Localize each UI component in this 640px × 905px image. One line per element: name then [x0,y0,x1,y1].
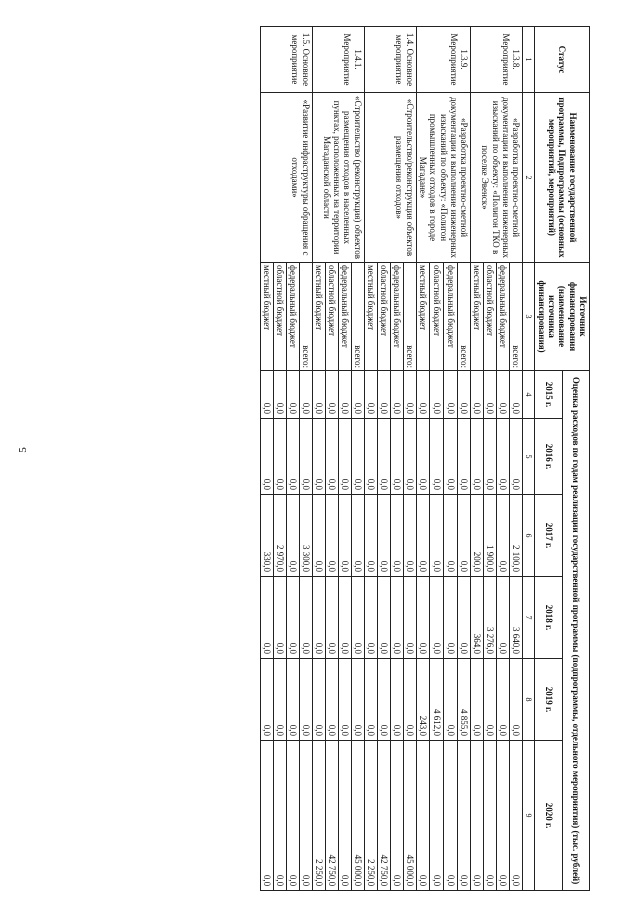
status-cell [260,27,312,93]
amount-cell: 0,0 [299,371,312,419]
table-row [299,27,312,891]
amount-cell: 0,0 [260,419,273,495]
header-status: Статус [535,27,590,93]
funding-source: областной бюджет [430,263,444,371]
amount-cell: 0,0 [403,659,416,741]
amount-cell: 0,0 [273,419,286,495]
amount-cell: 0,0 [471,371,484,419]
amount-cell: 0,0 [312,577,325,659]
amount-cell: 3 276,0 [484,577,497,659]
header-estimate: Оценка расходов по годам реализации государственной программы (подпрограммы, отдельного мероприятия) (тыс. рублей) [562,371,589,891]
amount-cell: 0,0 [299,419,312,495]
column-numbers-row [523,27,535,891]
amount-cell: 0,0 [286,371,299,419]
amount-cell: 0,0 [497,419,510,495]
table-row [457,27,471,891]
header-source: Источник финансирования (наименование источника финансирования) [535,263,590,371]
amount-cell: 0,0 [377,659,390,741]
amount-cell: 0,0 [457,495,471,577]
amount-cell: 0,0 [338,577,351,659]
header-year: 2018 г. [535,577,562,659]
funding-source: областной бюджет [325,263,338,371]
amount-cell: 0,0 [457,419,471,495]
amount-cell: 0,0 [403,577,416,659]
amount-cell: 0,0 [364,419,377,495]
column-number: 7 [523,577,535,659]
column-number: 8 [523,659,535,741]
amount-cell: 0,0 [457,371,471,419]
status-label: Мероприятие [342,33,353,86]
amount-cell: 0,0 [497,741,510,891]
amount-cell: 0,0 [260,577,273,659]
status-label: 1.5. Основное мероприятие [290,32,311,87]
amount-cell: 0,0 [325,371,338,419]
amount-cell: 45 000,0 [351,741,364,891]
amount-cell: 45 000,0 [403,741,416,891]
status-label: Мероприятие [448,33,459,86]
amount-cell: 0,0 [273,577,286,659]
funding-source: федеральный бюджет [390,263,403,371]
measure-name: «Строительство (реконструкция) объектов размещения отходов в населенных пунктах, расположенных на территории Магаданской области [312,93,364,263]
amount-cell: 0,0 [497,495,510,577]
amount-cell: 0,0 [338,419,351,495]
amount-cell: 0,0 [351,577,364,659]
column-number: 6 [523,495,535,577]
amount-cell: 0,0 [260,741,273,891]
status-label: 1.4. Основное мероприятие [394,32,415,87]
amount-cell: 0,0 [484,419,497,495]
amount-cell: 0,0 [403,371,416,419]
amount-cell: 0,0 [457,741,471,891]
amount-cell: 0,0 [286,659,299,741]
amount-cell: 0,0 [390,577,403,659]
amount-cell: 0,0 [416,741,430,891]
status-cell [312,27,364,93]
amount-cell: 0,0 [390,371,403,419]
header-year: 2017 г. [535,495,562,577]
funding-source: областной бюджет [273,263,286,371]
amount-cell: 0,0 [338,741,351,891]
amount-cell: 0,0 [497,371,510,419]
amount-cell: 2 250,0 [312,741,325,891]
amount-cell: 364,0 [471,577,484,659]
funding-source: всего: [351,263,364,371]
status-cell [416,27,471,93]
table-row [403,27,416,891]
amount-cell: 0,0 [364,577,377,659]
amount-cell: 0,0 [377,577,390,659]
amount-cell: 0,0 [390,419,403,495]
amount-cell: 0,0 [390,495,403,577]
funding-source: местный бюджет [416,263,430,371]
amount-cell: 0,0 [403,495,416,577]
amount-cell: 2 970,0 [273,495,286,577]
amount-cell: 0,0 [312,659,325,741]
amount-cell: 4 612,0 [430,659,444,741]
amount-cell: 243,0 [416,659,430,741]
amount-cell: 0,0 [416,419,430,495]
status-label: Мероприятие [500,33,511,86]
column-number: 3 [523,263,535,371]
status-cell [364,27,416,93]
amount-cell: 0,0 [312,371,325,419]
amount-cell: 0,0 [377,419,390,495]
status-number: 1.3.8. [511,49,522,70]
amount-cell: 0,0 [443,577,457,659]
amount-cell: 0,0 [338,371,351,419]
amount-cell: 0,0 [377,495,390,577]
amount-cell: 0,0 [484,659,497,741]
amount-cell: 0,0 [510,419,523,495]
measure-name: «Строительство/реконструкция объектов размещения отходов» [364,93,416,263]
header-year: 2015 г. [535,371,562,419]
amount-cell: 0,0 [430,495,444,577]
amount-cell: 0,0 [286,577,299,659]
funding-source: местный бюджет [312,263,325,371]
funding-source: областной бюджет [377,263,390,371]
funding-source: федеральный бюджет [338,263,351,371]
amount-cell: 0,0 [443,495,457,577]
column-number: 2 [523,93,535,263]
table-body [260,27,523,891]
amount-cell: 0,0 [273,659,286,741]
table-row [510,27,523,891]
status-number: 1.3.9. [459,49,470,70]
amount-cell: 0,0 [325,577,338,659]
amount-cell: 0,0 [364,495,377,577]
amount-cell: 0,0 [497,659,510,741]
amount-cell: 0,0 [390,741,403,891]
amount-cell: 0,0 [351,659,364,741]
amount-cell: 0,0 [443,371,457,419]
column-number: 1 [523,27,535,93]
amount-cell: 0,0 [457,577,471,659]
amount-cell: 0,0 [510,659,523,741]
funding-source: федеральный бюджет [497,263,510,371]
amount-cell: 0,0 [260,659,273,741]
amount-cell: 2 250,0 [364,741,377,891]
amount-cell: 0,0 [497,577,510,659]
amount-cell: 0,0 [510,371,523,419]
status-number: 1.4.1. [352,49,363,70]
amount-cell: 0,0 [351,419,364,495]
rotated-table-wrapper [58,26,590,890]
amount-cell: 3 300,0 [299,495,312,577]
amount-cell: 0,0 [325,659,338,741]
column-number: 4 [523,371,535,419]
amount-cell: 0,0 [443,659,457,741]
amount-cell: 0,0 [364,371,377,419]
amount-cell: 0,0 [312,495,325,577]
funding-source: федеральный бюджет [286,263,299,371]
amount-cell: 0,0 [471,741,484,891]
amount-cell: 0,0 [484,741,497,891]
funding-source: всего: [510,263,523,371]
amount-cell: 0,0 [471,419,484,495]
funding-source: всего: [299,263,312,371]
header-row-1 [562,27,589,891]
funding-source: областной бюджет [484,263,497,371]
funding-source: всего: [457,263,471,371]
header-year: 2020 г. [535,741,562,891]
amount-cell: 0,0 [273,371,286,419]
amount-cell: 200,0 [471,495,484,577]
funding-source: местный бюджет [471,263,484,371]
amount-cell: 0,0 [338,659,351,741]
amount-cell: 0,0 [312,419,325,495]
amount-cell: 0,0 [416,495,430,577]
amount-cell: 0,0 [351,371,364,419]
amount-cell: 0,0 [260,371,273,419]
amount-cell: 0,0 [430,371,444,419]
header-name: Наименование государственной программы, Подпрограммы (основных мероприятий, мероприятий) [535,93,590,263]
amount-cell: 0,0 [286,419,299,495]
amount-cell: 1 900,0 [484,495,497,577]
status-cell [471,27,523,93]
amount-cell: 0,0 [430,741,444,891]
header-year: 2019 г. [535,659,562,741]
amount-cell: 0,0 [338,495,351,577]
amount-cell: 0,0 [273,741,286,891]
amount-cell: 0,0 [403,419,416,495]
funding-source: федеральный бюджет [443,263,457,371]
amount-cell: 3 640,0 [510,577,523,659]
measure-name: «Развитие инфраструктуры обращения с отходами» [260,93,312,263]
amount-cell: 0,0 [364,659,377,741]
measure-name: «Разработка проектно-сметной документации и выполнение инженерных изысканий по объекту: «Полигон промышленных отходов в городе Магадане» [416,93,471,263]
amount-cell: 42 750,0 [377,741,390,891]
amount-cell: 0,0 [443,741,457,891]
amount-cell: 0,0 [299,659,312,741]
amount-cell: 0,0 [416,371,430,419]
header-year: 2016 г. [535,419,562,495]
amount-cell: 0,0 [325,419,338,495]
amount-cell: 0,0 [286,495,299,577]
amount-cell: 0,0 [430,577,444,659]
amount-cell: 330,0 [260,495,273,577]
measure-name: «Разработка проектно-сметной документации и выполнение инженерных изысканий по объекту: «Полигон ТКО в поселке Эвенск» [471,93,523,263]
amount-cell: 0,0 [286,741,299,891]
amount-cell: 0,0 [430,419,444,495]
amount-cell: 0,0 [510,741,523,891]
amount-cell: 0,0 [443,419,457,495]
amount-cell: 2 100,0 [510,495,523,577]
amount-cell: 0,0 [377,371,390,419]
amount-cell: 0,0 [299,741,312,891]
funding-source: местный бюджет [260,263,273,371]
table-row [351,27,364,891]
amount-cell: 0,0 [471,659,484,741]
column-number: 5 [523,419,535,495]
amount-cell: 0,0 [351,495,364,577]
budget-table [260,26,590,891]
amount-cell: 4 855,0 [457,659,471,741]
funding-source: местный бюджет [364,263,377,371]
column-number: 9 [523,741,535,891]
amount-cell: 0,0 [416,577,430,659]
amount-cell: 0,0 [390,659,403,741]
funding-source: всего: [403,263,416,371]
amount-cell: 0,0 [325,495,338,577]
page-number: 5 [16,447,29,453]
amount-cell: 0,0 [484,371,497,419]
amount-cell: 42 750,0 [325,741,338,891]
amount-cell: 0,0 [299,577,312,659]
